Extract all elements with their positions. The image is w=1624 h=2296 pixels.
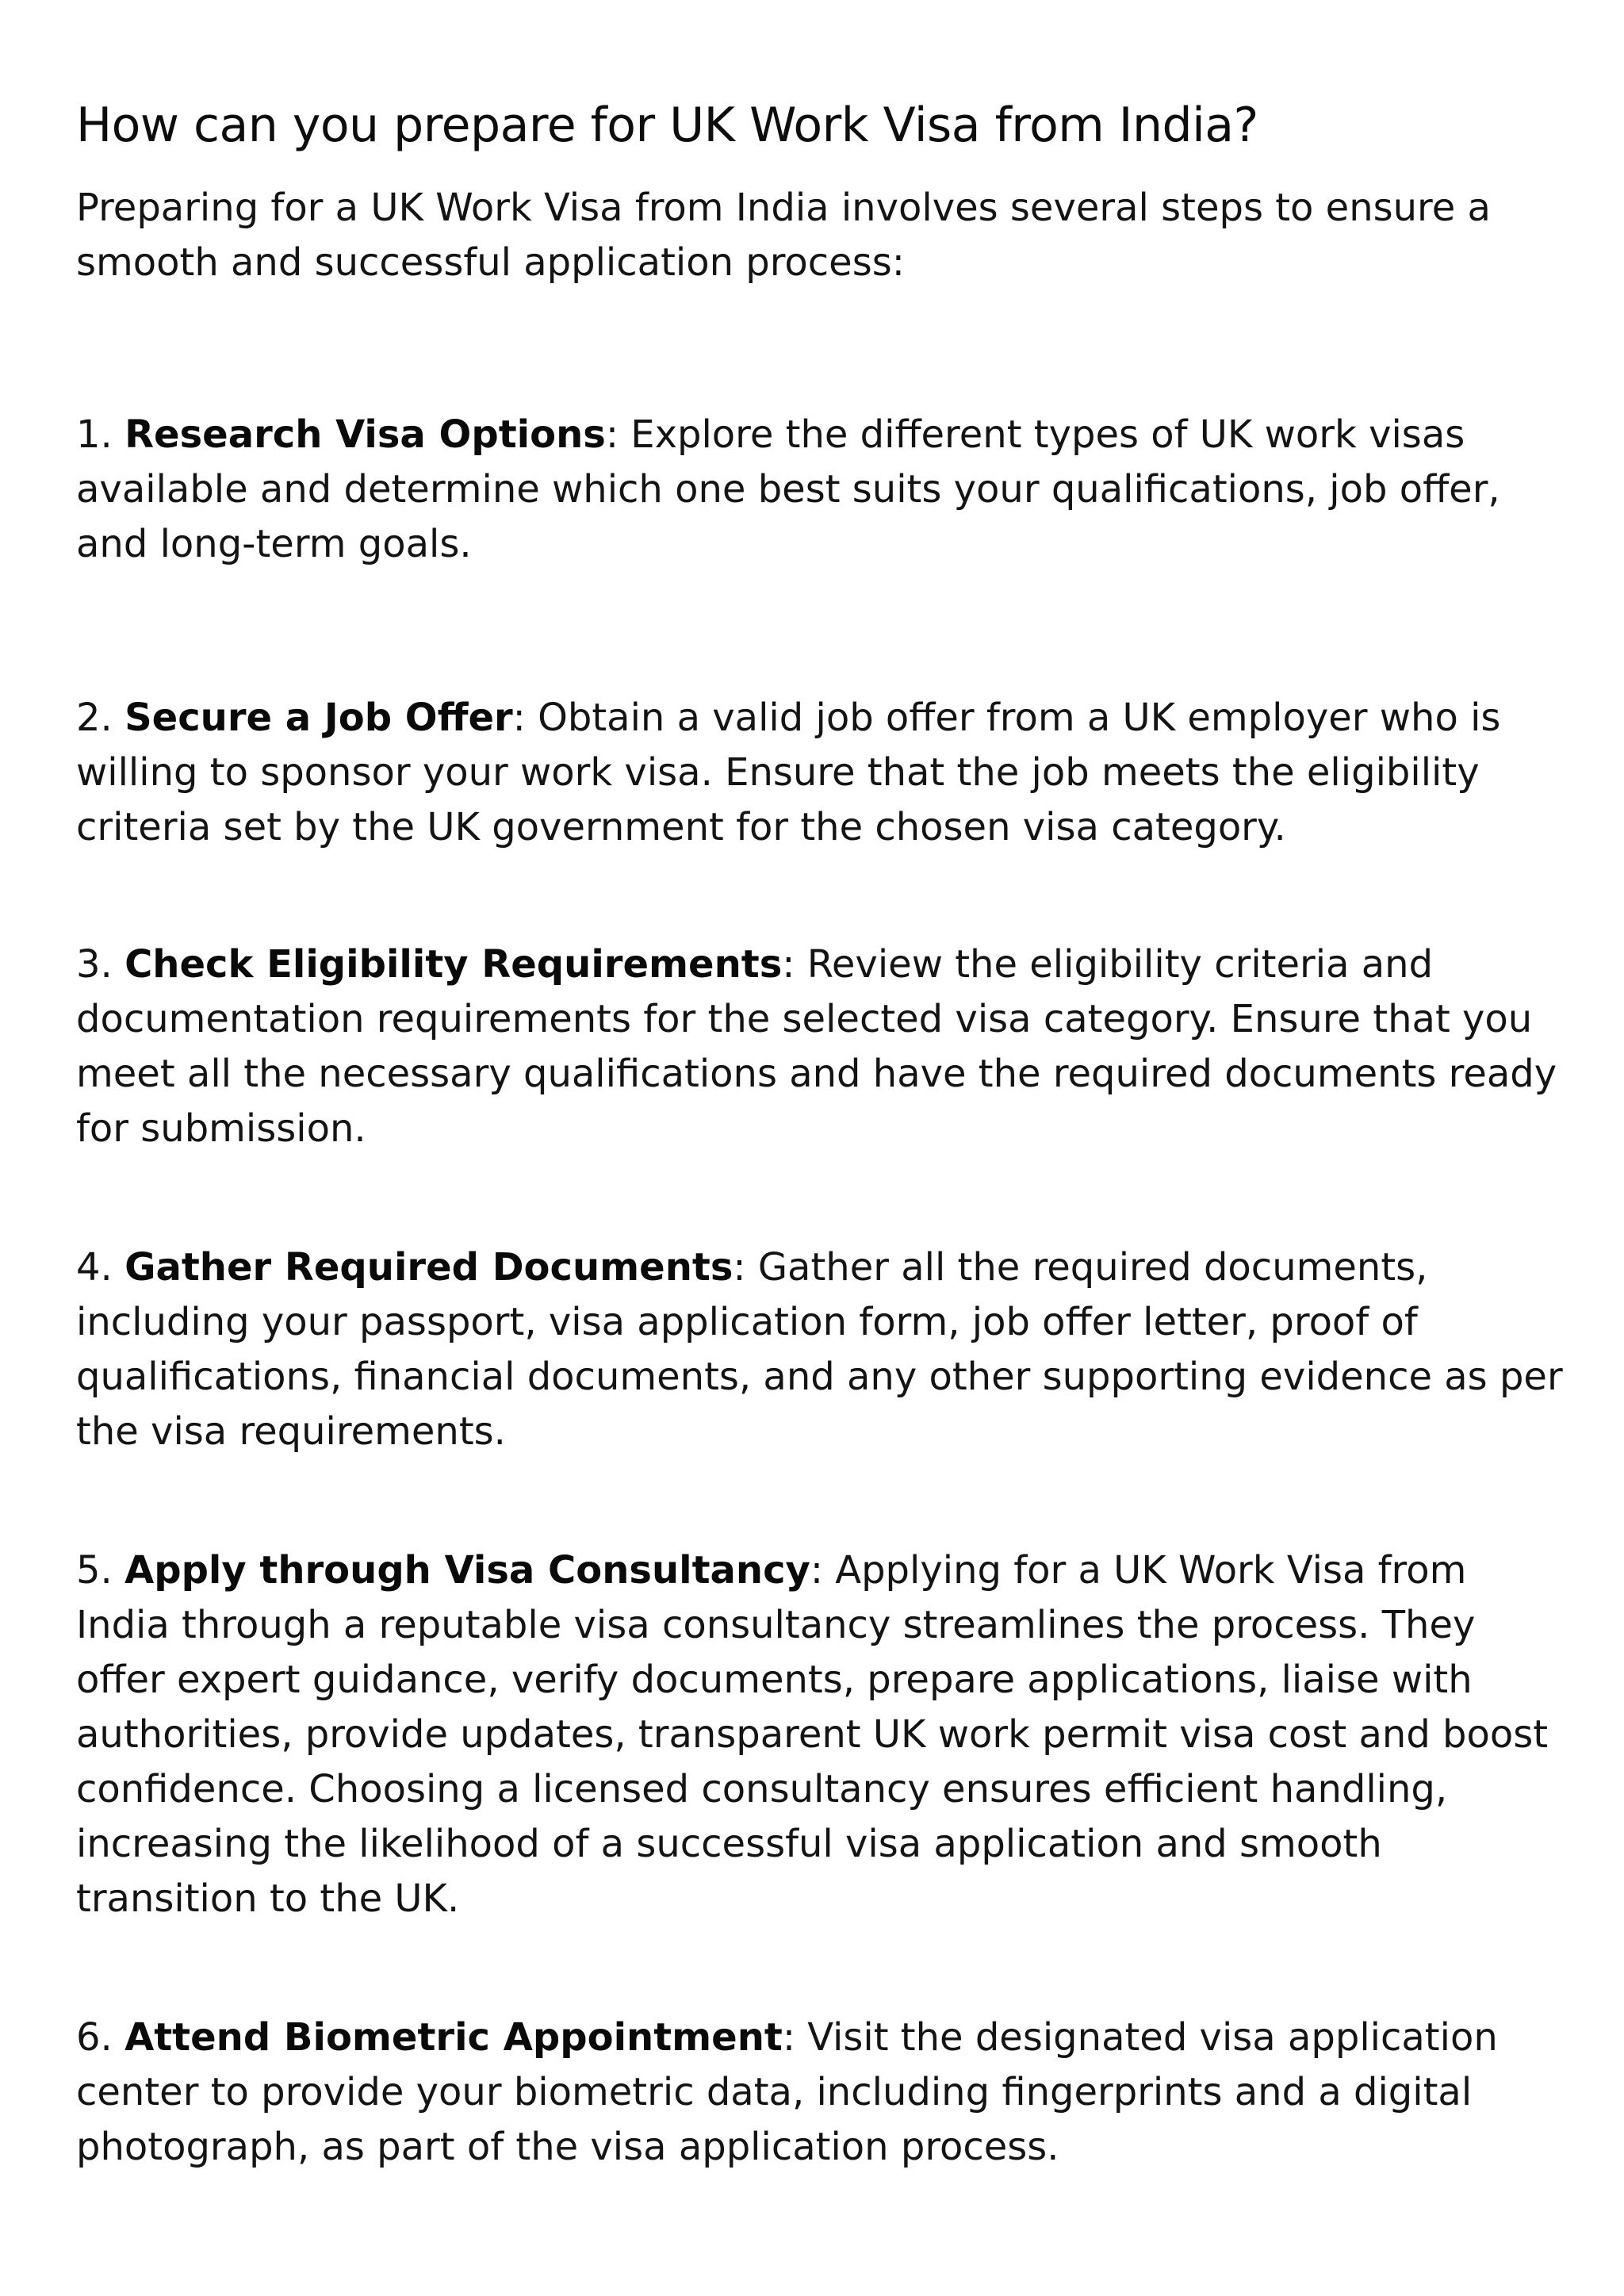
step-4-heading: Gather Required Documents bbox=[124, 1245, 733, 1290]
step-2-number: 2. bbox=[76, 696, 113, 740]
document-page bbox=[76, 94, 1567, 2175]
step-1-number: 1. bbox=[76, 412, 113, 457]
step-4-text: : Gather all the required documents, including your passport, visa application form, job offer letter, proof of qualifications, financial documents, and any other supporting evidence as per the visa requirements. bbox=[76, 1245, 1563, 1454]
step-6-number: 6. bbox=[76, 2015, 113, 2060]
step-3-text: : Review the eligibility criteria and documentation requirements for the selected visa category. Ensure that you meet all the necessary qualifications and have the required documents ready for submission. bbox=[76, 942, 1557, 1151]
page-title: How can you prepare for UK Work Visa from India? bbox=[76, 98, 1258, 153]
step-2-heading: Secure a Job Offer bbox=[124, 696, 513, 740]
step-6 bbox=[76, 2010, 1567, 2175]
step-4 bbox=[76, 1240, 1567, 1459]
step-4-number: 4. bbox=[76, 1245, 113, 1290]
step-1-text: : Explore the different types of UK work visas available and determine which one best suits your qualifications, job offer, and long-term goals. bbox=[76, 412, 1500, 566]
step-2-text: : Obtain a valid job offer from a UK employer who is willing to sponsor your work visa. Ensure that the job meets the eligibility criteria set by the UK government for the chosen visa category. bbox=[76, 696, 1501, 849]
step-5-heading: Apply through Visa Consultancy bbox=[124, 1548, 810, 1593]
intro-paragraph: Preparing for a UK Work Visa from India involves several steps to ensure a smooth and successful application process: bbox=[76, 186, 1491, 285]
step-3-heading: Check Eligibility Requirements bbox=[124, 942, 783, 987]
step-6-text: : Visit the designated visa application center to provide your biometric data, including fingerprints and a digital photograph, as part of the visa application process. bbox=[76, 2015, 1498, 2169]
step-2 bbox=[76, 691, 1567, 855]
step-6-heading: Attend Biometric Appointment bbox=[124, 2015, 783, 2060]
step-5-text: : Applying for a UK Work Visa from India through a reputable visa consultancy streamlines the process. They offer expert guidance, verify documents, prepare applications, liaise with authorities, provide updates, transparent UK work permit visa cost and boost confidence. Choosing a licensed consultancy ensures efficient handling, increasing the likelihood of a successful visa application and smooth transition to the UK. bbox=[76, 1548, 1549, 1921]
step-1 bbox=[76, 408, 1567, 572]
step-3 bbox=[76, 937, 1567, 1156]
step-5 bbox=[76, 1543, 1567, 1926]
step-1-heading: Research Visa Options bbox=[124, 412, 606, 457]
step-5-number: 5. bbox=[76, 1548, 113, 1593]
step-3-number: 3. bbox=[76, 942, 113, 987]
